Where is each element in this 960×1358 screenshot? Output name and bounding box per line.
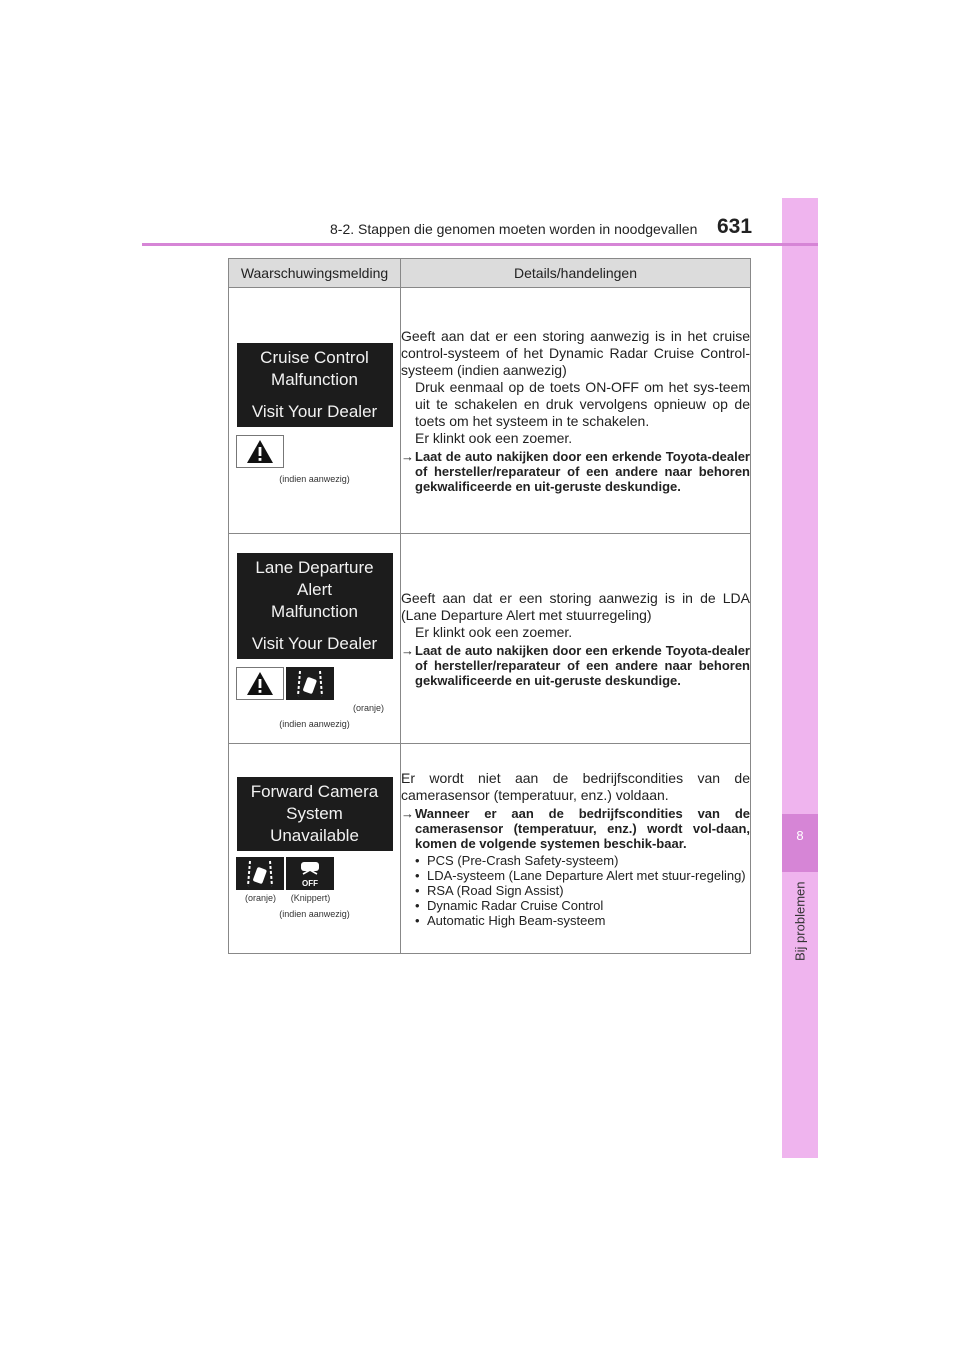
description: Geeft aan dat er een storing aanwezig is in het cruise control-systeem of het Dynamic Radar Cruise Control-systeem (indien aanwezig) <box>401 327 750 378</box>
bullet-icon: • <box>415 897 420 913</box>
lane-departure-icon <box>286 667 334 700</box>
details-cell <box>401 534 751 744</box>
column-header-details: Details/handelingen <box>401 259 751 288</box>
details-cell <box>401 744 751 954</box>
warning-triangle-icon <box>236 667 284 700</box>
availability-note: (indien aanwezig) <box>279 473 350 484</box>
screen-line: System <box>286 804 343 823</box>
description: Geeft aan dat er een storing aanwezig is in de LDA (Lane Departure Alert met stuurregeling) <box>401 589 750 623</box>
icon-caption: (Knippert) <box>290 893 331 903</box>
pcs-off-icon <box>286 857 334 890</box>
section-title: 8-2. Stappen die genomen moeten worden in noodgevallen <box>330 221 698 237</box>
bullet-icon: • <box>415 912 420 928</box>
message-cell <box>229 744 401 954</box>
chapter-number: 8 <box>796 828 804 843</box>
availability-note: (indien aanwezig) <box>279 909 350 919</box>
list-item: • PCS (Pre-Crash Safety-systeem) <box>415 852 619 868</box>
table-row <box>229 288 751 534</box>
screen-line: Unavailable <box>270 826 359 845</box>
screen-line: Forward Camera <box>250 782 379 801</box>
arrow-icon: → <box>401 448 414 464</box>
screen-spacer <box>237 391 393 401</box>
indicator-icons <box>236 667 394 700</box>
action-item <box>401 449 750 494</box>
bullet-icon: • <box>415 867 420 883</box>
screen-line: Lane Departure <box>255 558 374 577</box>
list-item: • Dynamic Radar Cruise Control <box>415 897 604 913</box>
page-number: 631 <box>717 215 753 238</box>
description: Er wordt niet aan de bedrijfscondities van de camerasensor (temperatuur, enz.) voldaan. <box>401 769 750 803</box>
display-screen-forward-camera <box>237 777 393 851</box>
buzzer-note: Er klinkt ook een zoemer. <box>415 623 573 640</box>
svg-text:OFF: OFF <box>301 879 318 888</box>
action-text: Laat de auto nakijken door een erkende Toyota-dealer of hersteller/reparateur of een andere naar behoren gekwalificeerde en uit-geruste deskundige. <box>415 642 750 688</box>
bullet-icon: • <box>415 882 420 898</box>
availability-note: (indien aanwezig) <box>279 719 350 729</box>
screen-line: Alert <box>297 580 332 599</box>
screen-spacer <box>237 623 393 633</box>
screen-line: Visit Your Dealer <box>251 401 378 421</box>
lane-departure-icon <box>236 857 284 890</box>
system-list <box>401 853 750 928</box>
details-cell <box>401 288 751 534</box>
display-screen-lane-departure <box>237 553 393 659</box>
icon-caption: (oranje) <box>244 893 276 903</box>
message-cell <box>229 288 401 534</box>
arrow-icon: → <box>401 642 414 658</box>
list-item: • LDA-systeem (Lane Departure Alert met stuur-regeling) <box>415 867 746 883</box>
screen-line: Malfunction <box>271 602 358 621</box>
action-text: Wanneer er aan de bedrijfscondities van de camerasensor (temperatuur, enz.) wordt vol-daan, komen de volgende systemen beschik-baar. <box>415 805 750 851</box>
instruction: Druk eenmaal op de toets ON-OFF om het sys-teem uit te schakelen en druk vervolgens opnieuw op de toets om het systeem in te schakelen. <box>415 378 750 429</box>
header-divider <box>142 243 818 246</box>
chapter-tab[interactable] <box>782 814 818 872</box>
message-cell <box>229 534 401 744</box>
bullet-icon: • <box>415 852 420 868</box>
icon-caption: (oranje) <box>352 703 384 713</box>
action-text: Laat de auto nakijken door een erkende Toyota-dealer of hersteller/reparateur of een andere naar behoren gekwalificeerde en uit-geruste deskundige. <box>415 448 750 494</box>
list-item: • RSA (Road Sign Assist) <box>415 882 564 898</box>
action-item <box>401 643 750 688</box>
column-header-message: Waarschuwingsmelding <box>229 259 401 288</box>
screen-line: Malfunction <box>271 369 358 389</box>
buzzer-note: Er klinkt ook een zoemer. <box>415 429 573 446</box>
warning-triangle-icon <box>236 435 284 468</box>
screen-line: Cruise Control <box>260 347 369 367</box>
table-header-row <box>229 259 751 288</box>
display-screen-cruise-control <box>237 343 393 427</box>
indicator-icons <box>236 857 394 890</box>
side-tab-strip <box>782 198 818 1158</box>
warning-table <box>228 258 751 954</box>
chapter-label: Bij problemen <box>792 882 808 962</box>
list-item: • Automatic High Beam-systeem <box>415 912 606 928</box>
icon-captions <box>236 892 394 904</box>
screen-line: Visit Your Dealer <box>251 634 378 653</box>
table-row <box>229 534 751 744</box>
arrow-icon: → <box>401 805 414 821</box>
table-row <box>229 744 751 954</box>
indicator-icons <box>236 435 394 468</box>
action-item <box>401 806 750 851</box>
